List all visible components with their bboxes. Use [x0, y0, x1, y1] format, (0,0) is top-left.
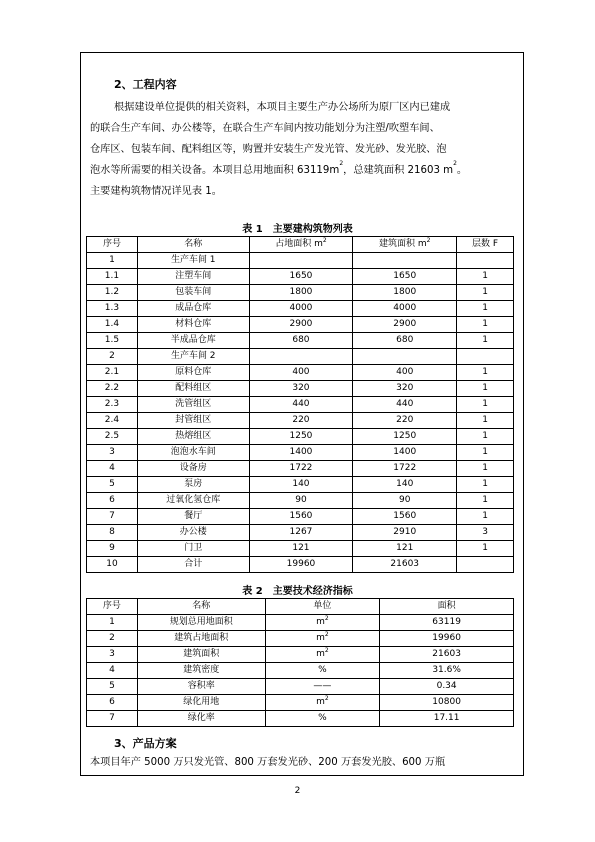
- header-cell: 名称: [137, 237, 249, 253]
- superscript: 2: [339, 160, 344, 167]
- table-cell: 注塑车间: [137, 269, 249, 285]
- table-row: [87, 711, 514, 727]
- table-cell: 餐厅: [137, 509, 249, 525]
- table-row: [87, 493, 514, 509]
- table-cell: 泵房: [137, 477, 249, 493]
- table-cell: 1: [457, 413, 514, 429]
- table-cell: 1.5: [87, 333, 138, 349]
- buildings-table: [86, 236, 514, 573]
- table-cell: 生产车间 1: [137, 253, 249, 269]
- table-row: [87, 679, 514, 695]
- superscript: 2: [324, 647, 329, 654]
- table-cell: 1560: [353, 509, 457, 525]
- table-cell: 1: [457, 509, 514, 525]
- table-cell: 6: [87, 493, 138, 509]
- table-cell: 1250: [353, 429, 457, 445]
- table-cell: 220: [353, 413, 457, 429]
- table-row: [87, 461, 514, 477]
- unit-text: %: [318, 713, 327, 723]
- table-cell: 1.4: [87, 317, 138, 333]
- table-cell: [265, 631, 380, 647]
- table-cell: 1: [457, 493, 514, 509]
- table-cell: 2.2: [87, 381, 138, 397]
- table-cell: 63119: [380, 615, 514, 631]
- table-cell: 440: [249, 397, 353, 413]
- table-cell: [353, 349, 457, 365]
- superscript: 2: [426, 237, 431, 244]
- table-cell: 建筑占地面积: [137, 631, 265, 647]
- table-cell: 合计: [137, 557, 249, 573]
- table-cell: 3: [87, 445, 138, 461]
- header-cell: 序号: [87, 237, 138, 253]
- table-cell: 121: [353, 541, 457, 557]
- table-cell: 1400: [353, 445, 457, 461]
- table-cell: 31.6%: [380, 663, 514, 679]
- table-cell: 121: [249, 541, 353, 557]
- paragraph-line: [90, 160, 518, 181]
- header-text: 占地面积 m: [275, 239, 323, 249]
- table-cell: [457, 253, 514, 269]
- intro-paragraph: [90, 97, 518, 202]
- table-cell: 绿化用地: [137, 695, 265, 711]
- unit-text: m: [316, 697, 325, 707]
- table-row: [87, 631, 514, 647]
- table-cell: [249, 253, 353, 269]
- table-cell: 1800: [353, 285, 457, 301]
- table-row: [87, 615, 514, 631]
- superscript: 2: [324, 695, 329, 702]
- table-cell: 1: [457, 269, 514, 285]
- table-cell: 140: [353, 477, 457, 493]
- period-text: 。: [456, 165, 468, 176]
- table-cell: 容积率: [137, 679, 265, 695]
- table-cell: 6: [87, 695, 138, 711]
- table-cell: 1560: [249, 509, 353, 525]
- section-heading-product-plan: 3、产品方案: [114, 737, 177, 750]
- superscript: 2: [322, 237, 327, 244]
- table-cell: 21603: [353, 557, 457, 573]
- table-cell: 成品仓库: [137, 301, 249, 317]
- table-cell: 规划总用地面积: [137, 615, 265, 631]
- table-cell: 4000: [249, 301, 353, 317]
- unit-text: ——: [313, 681, 332, 691]
- table-row: [87, 647, 514, 663]
- table-row: [87, 269, 514, 285]
- header-cell: 名称: [137, 599, 265, 615]
- table-cell: 1400: [249, 445, 353, 461]
- table-cell: 原料仓库: [137, 365, 249, 381]
- land-area-text: 泡水等所需要的相关设备。本项目总用地面积 63119m: [90, 165, 340, 176]
- table-row: [87, 285, 514, 301]
- table-cell: [265, 695, 380, 711]
- table-row: [87, 301, 514, 317]
- paragraph-line: 仓库区、包装车间、配料组区等，购置并安装生产发光管、发光砂、发光胶、泡: [90, 144, 447, 155]
- table-cell: 1: [457, 285, 514, 301]
- table-cell: 包装车间: [137, 285, 249, 301]
- product-paragraph: [90, 752, 518, 773]
- table-cell: 3: [87, 647, 138, 663]
- table-cell: 2: [87, 631, 138, 647]
- paragraph-line: 根据建设单位提供的相关资料，本项目主要生产办公场所为原厂区内已建成: [114, 102, 451, 113]
- superscript: 2: [324, 631, 329, 638]
- table-row: [87, 663, 514, 679]
- table-cell: 过氧化氢仓库: [137, 493, 249, 509]
- header-cell: 单位: [265, 599, 380, 615]
- table-cell: 21603: [380, 647, 514, 663]
- table-cell: 热熔组区: [137, 429, 249, 445]
- table-cell: 7: [87, 711, 138, 727]
- table-row: [87, 317, 514, 333]
- table-row: [87, 349, 514, 365]
- table-cell: 1: [457, 477, 514, 493]
- table-cell: 材料仓库: [137, 317, 249, 333]
- superscript: 2: [453, 160, 457, 167]
- table-cell: 680: [249, 333, 353, 349]
- table-cell: 17.11: [380, 711, 514, 727]
- table-cell: 2900: [249, 317, 353, 333]
- table-cell: 4: [87, 461, 138, 477]
- table-cell: [265, 615, 380, 631]
- table-cell: 1722: [249, 461, 353, 477]
- table-cell: 2.4: [87, 413, 138, 429]
- table-header-row: [87, 237, 514, 253]
- table-cell: 400: [353, 365, 457, 381]
- table-cell: 1: [87, 615, 138, 631]
- header-cell: [249, 237, 353, 253]
- table-cell: 洗管组区: [137, 397, 249, 413]
- table-cell: [353, 253, 457, 269]
- table-row: [87, 413, 514, 429]
- table-cell: 90: [249, 493, 353, 509]
- table-cell: 3: [457, 525, 514, 541]
- table-cell: 2.3: [87, 397, 138, 413]
- table-cell: 1: [457, 317, 514, 333]
- table-row: [87, 509, 514, 525]
- table-cell: 1: [457, 381, 514, 397]
- table-cell: 1800: [249, 285, 353, 301]
- header-text: 建筑面积 m: [378, 239, 427, 249]
- unit-text: %: [318, 665, 327, 675]
- paragraph-line: 本项目年产 5000 万只发光管、800 万套发光砂、200 万套发光胶、600 万瓶: [90, 757, 446, 768]
- table-cell: 680: [353, 333, 457, 349]
- table-cell: 10800: [380, 695, 514, 711]
- table-cell: 建筑密度: [137, 663, 265, 679]
- table-cell: 配料组区: [137, 381, 249, 397]
- table-row: [87, 525, 514, 541]
- table-cell: [265, 679, 380, 695]
- table-cell: 1650: [249, 269, 353, 285]
- table-cell: 4: [87, 663, 138, 679]
- table-cell: 1.1: [87, 269, 138, 285]
- table-cell: [265, 647, 380, 663]
- table-cell: 90: [353, 493, 457, 509]
- table-cell: 320: [353, 381, 457, 397]
- table-cell: 1: [457, 365, 514, 381]
- table-cell: 绿化率: [137, 711, 265, 727]
- table-row: [87, 541, 514, 557]
- table-cell: 1.2: [87, 285, 138, 301]
- table-cell: 1267: [249, 525, 353, 541]
- table-cell: 19960: [380, 631, 514, 647]
- superscript: 2: [324, 615, 329, 622]
- economic-indicators-table: [86, 598, 514, 727]
- table-cell: 1: [457, 333, 514, 349]
- table-cell: 10: [87, 557, 138, 573]
- section-heading-project-content: 2、工程内容: [114, 78, 177, 91]
- table-cell: [265, 711, 380, 727]
- paragraph-line: 主要建构筑物情况详见表 1。: [90, 186, 222, 197]
- table-cell: 1650: [353, 269, 457, 285]
- table-cell: 440: [353, 397, 457, 413]
- table-cell: 1: [457, 429, 514, 445]
- table-cell: [265, 663, 380, 679]
- table-cell: 办公楼: [137, 525, 249, 541]
- table-cell: 1: [457, 461, 514, 477]
- table-cell: 400: [249, 365, 353, 381]
- table-cell: 封管组区: [137, 413, 249, 429]
- table-cell: [457, 349, 514, 365]
- table-cell: 9: [87, 541, 138, 557]
- table-cell: [249, 349, 353, 365]
- table-cell: 8: [87, 525, 138, 541]
- unit-text: m: [316, 649, 325, 659]
- table-cell: 5: [87, 477, 138, 493]
- table-cell: 1: [87, 253, 138, 269]
- table-cell: 1722: [353, 461, 457, 477]
- table-cell: 220: [249, 413, 353, 429]
- table-row: [87, 365, 514, 381]
- table-cell: 7: [87, 509, 138, 525]
- table-cell: 1250: [249, 429, 353, 445]
- table-cell: 2910: [353, 525, 457, 541]
- table-cell: [457, 557, 514, 573]
- table2-caption: 表 2 主要技术经济指标: [242, 586, 353, 597]
- table-row: [87, 445, 514, 461]
- table-cell: 设备房: [137, 461, 249, 477]
- table-cell: 2: [87, 349, 138, 365]
- table-cell: 门卫: [137, 541, 249, 557]
- table-cell: 1: [457, 445, 514, 461]
- table-row: [87, 397, 514, 413]
- table-cell: 1: [457, 541, 514, 557]
- table-cell: 1.3: [87, 301, 138, 317]
- paragraph-line: 的联合生产车间、办公楼等，在联合生产车间内按功能划分为注塑/吹塑车间、: [90, 123, 440, 134]
- page-number: 2: [294, 786, 301, 796]
- table-header-row: [87, 599, 514, 615]
- table-cell: 140: [249, 477, 353, 493]
- table-row: [87, 695, 514, 711]
- table-cell: 2900: [353, 317, 457, 333]
- table1-caption: 表 1 主要建构筑物列表: [242, 224, 353, 235]
- unit-text: m: [316, 617, 325, 627]
- table-row: [87, 381, 514, 397]
- unit-text: m: [316, 633, 325, 643]
- table-cell: 1: [457, 301, 514, 317]
- table-row: [87, 429, 514, 445]
- table-row: [87, 253, 514, 269]
- table-cell: 泡泡水车间: [137, 445, 249, 461]
- table-cell: 320: [249, 381, 353, 397]
- table-cell: 2.5: [87, 429, 138, 445]
- header-cell: 层数 F: [457, 237, 514, 253]
- table-row: [87, 557, 514, 573]
- table-row: [87, 477, 514, 493]
- table-cell: 生产车间 2: [137, 349, 249, 365]
- table-cell: 1: [457, 397, 514, 413]
- table-cell: 半成品仓库: [137, 333, 249, 349]
- table-cell: 0.34: [380, 679, 514, 695]
- table-cell: 建筑面积: [137, 647, 265, 663]
- table-cell: 5: [87, 679, 138, 695]
- header-cell: [353, 237, 457, 253]
- building-area-text: ，总建筑面积 21603 m: [343, 165, 454, 176]
- table-cell: 19960: [249, 557, 353, 573]
- table-cell: 4000: [353, 301, 457, 317]
- header-cell: 序号: [87, 599, 138, 615]
- header-cell: 面积: [380, 599, 514, 615]
- table-cell: 2.1: [87, 365, 138, 381]
- table-row: [87, 333, 514, 349]
